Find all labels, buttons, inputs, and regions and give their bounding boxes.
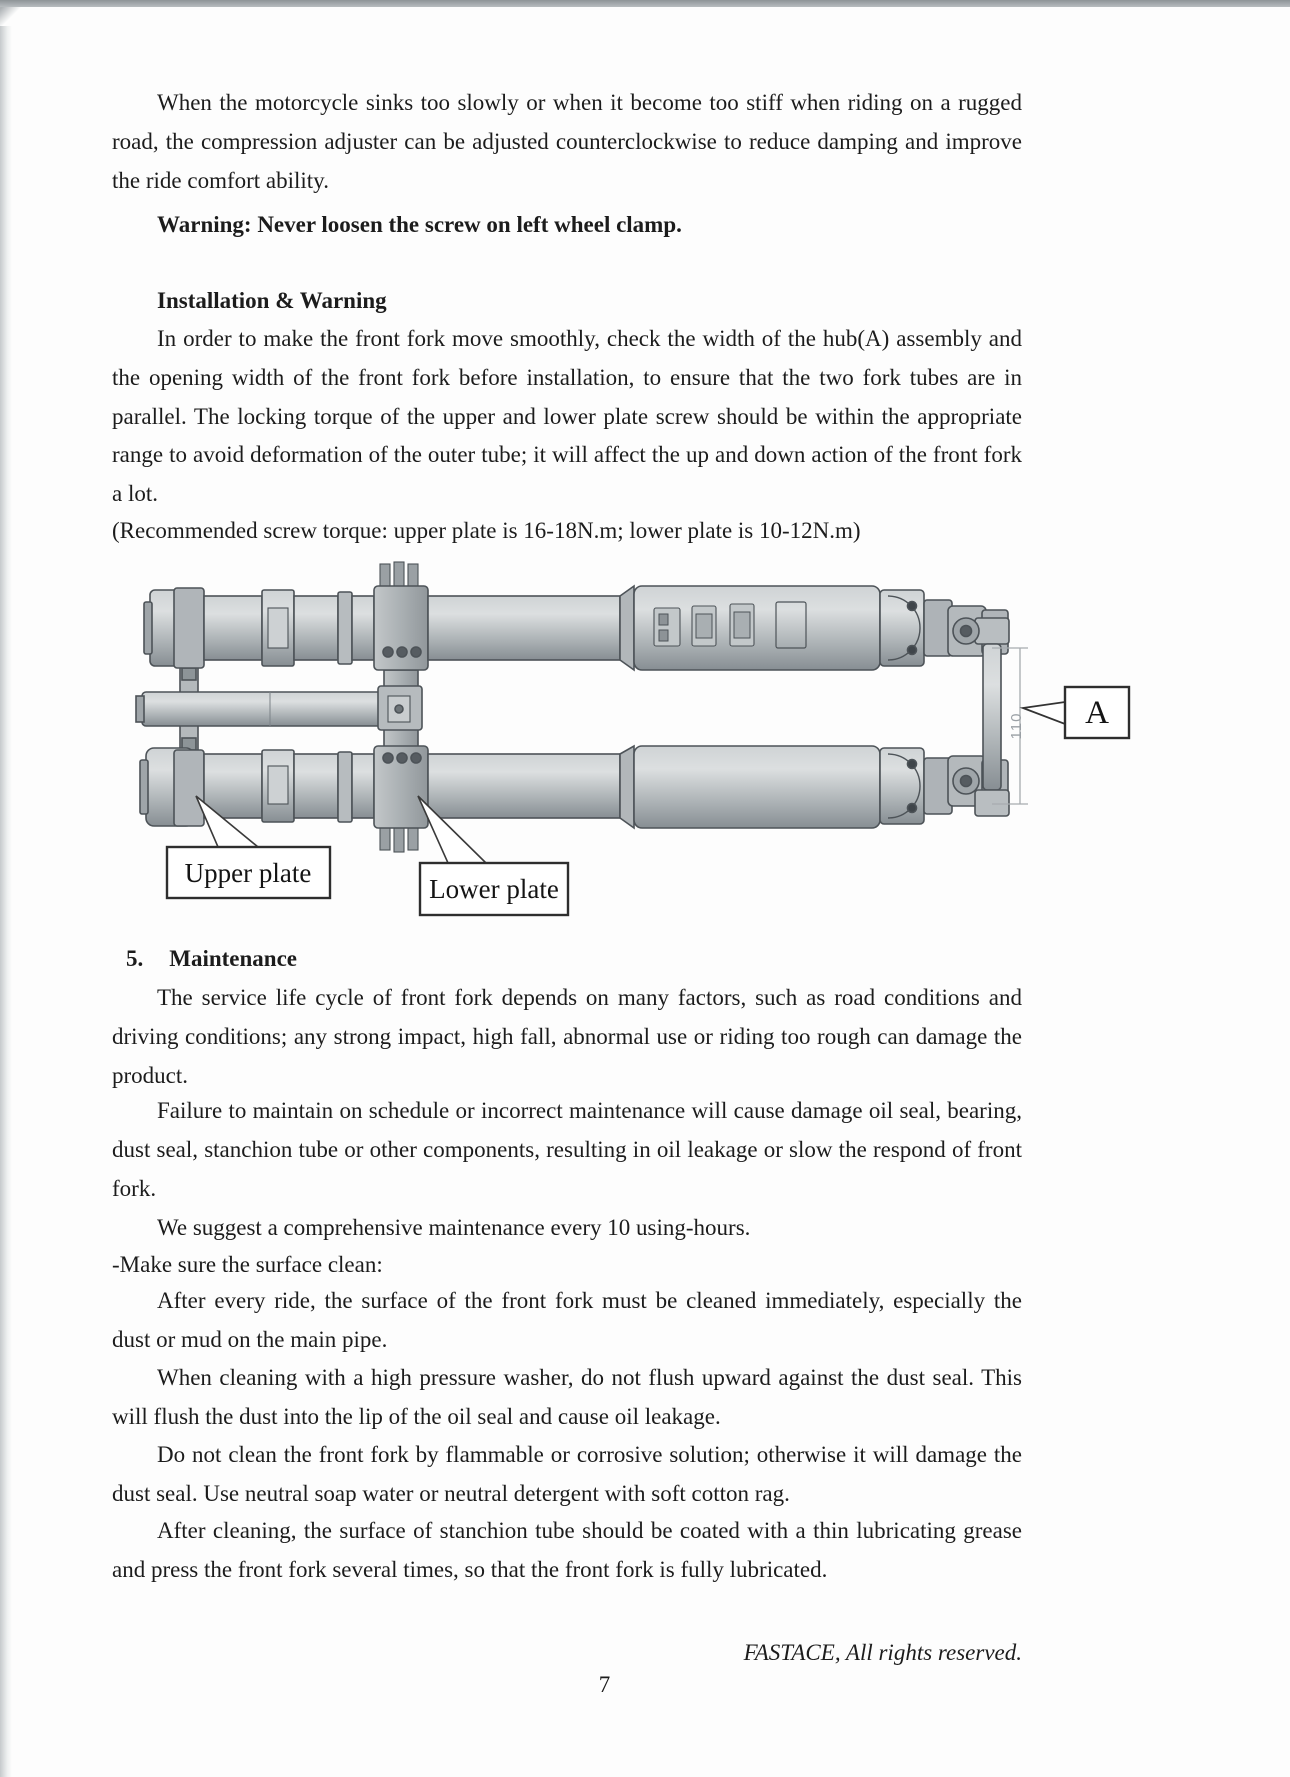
fork-drawing [136,562,1129,915]
top-fork-tube [144,562,1008,670]
maintenance-paragraph-5: When cleaning with a high pressure washer, do not flush upward against the dust seal. This will flush the dust into the lip of the oil seal and cause oil leakage. [112,1365,1022,1429]
scan-left-edge [0,0,12,1777]
maintenance-paragraph-6: Do not clean the front fork by flammable or corrosive solution; otherwise it will damage the dust seal. Use neutral soap water or neutral detergent with soft cotton rag. [112,1442,1022,1506]
page-number: 7 [598,1672,611,1697]
surface-clean-note: -Make sure the surface clean: [112,1252,383,1277]
installation-paragraph: In order to make the front fork move smoothly, check the width of the hub(A) assembly and the opening width of the front fork before installation, to ensure that the two fork tubes are in parallel. The locking torque of the upper and lower plate screw should be within the appropriate range to avoid deformation of the outer tube; it will affect the up and down action of the front fork a lot. [112,326,1022,507]
maintenance-heading-label: Maintenance [169,946,298,971]
steering-stem [136,686,422,730]
front-fork-figure [130,556,1160,928]
maintenance-paragraph-7: After cleaning, the surface of stanchion tube should be coated with a thin lubricating grease and press the front fork several times, so that the front fork is fully lubricated. [112,1518,1022,1582]
installation-heading: Installation & Warning [157,288,387,313]
torque-note: (Recommended screw torque: upper plate is 16-18N.m; lower plate is 10-12N.m) [112,518,861,543]
bottom-fork-tube [140,746,1008,852]
maintenance-paragraph-3: We suggest a comprehensive maintenance every 10 using-hours. [157,1215,751,1240]
copyright-footer: FASTACE, All rights reserved. [743,1640,1022,1665]
maintenance-number: 5. [126,946,144,971]
maintenance-heading [112,940,1036,979]
callout-a-text: A [1085,695,1109,731]
maintenance-paragraph-2: Failure to maintain on schedule or incorrect maintenance will cause damage oil seal, bearing, dust seal, stanchion tube or other components, resulting in oil leakage or slow the respond of front fork. [112,1098,1022,1201]
dimension-value: 110 [1008,712,1025,740]
upper-plate-label-text: Upper plate [184,858,312,888]
callout-a [1023,687,1129,738]
scan-top-edge [0,0,1290,7]
lower-plate-label-text: Lower plate [429,874,559,904]
maintenance-paragraph-1: The service life cycle of front fork depends on many factors, such as road conditions and driving conditions; any strong impact, high fall, abnormal use or riding too rough can damage the product. [112,985,1022,1088]
maintenance-paragraph-4: After every ride, the surface of the front fork must be cleaned immediately, especially the dust or mud on the main pipe. [112,1288,1022,1352]
warning-line: Warning: Never loosen the screw on left wheel clamp. [157,212,682,237]
intro-paragraph: When the motorcycle sinks too slowly or when it become too stiff when riding on a rugged road, the compression adjuster can be adjusted counterclockwise to reduce damping and improve the ride comfort ability. [112,90,1022,193]
